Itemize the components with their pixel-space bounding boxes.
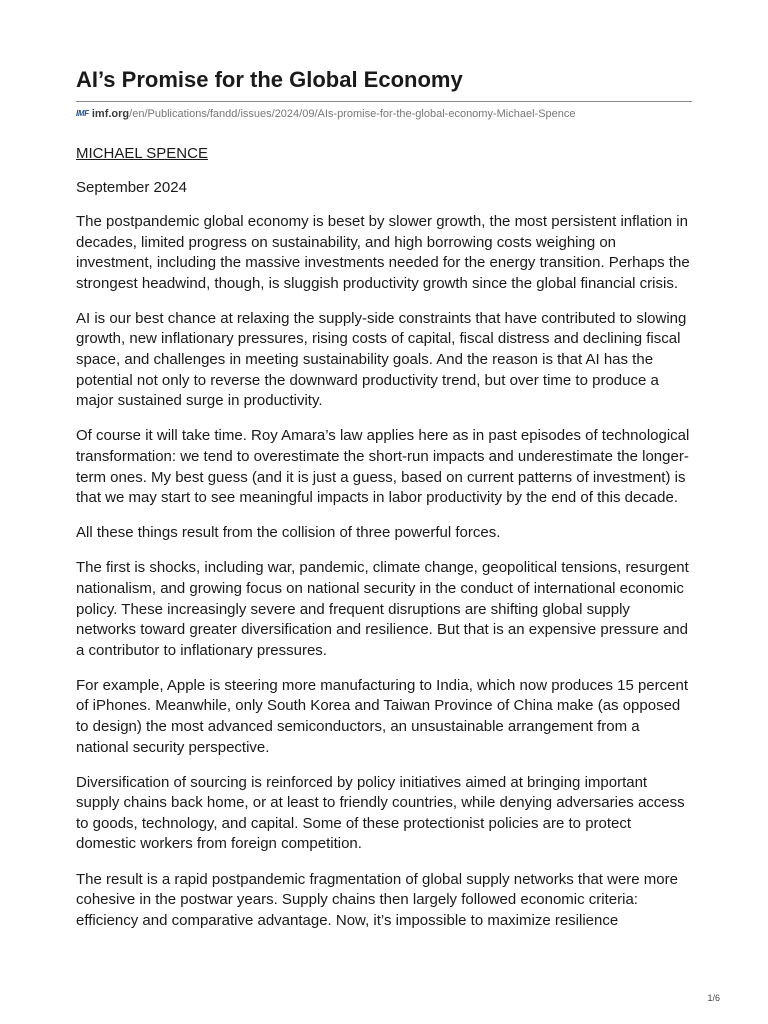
paragraph: Diversification of sourcing is reinforced by policy initiatives aimed at bringing important supply chains back home, or at least to friendly countries, while denying adversaries access to goods, technology, and capital. Some of these protectionist policies are to protect domestic workers from foreign competition. — [76, 773, 685, 853]
paragraph: The postpandemic global economy is beset by slower growth, the most persistent inflation in decades, limited progress on sustainability, and high borrowing costs weighing on investment, including the massive investments needed for the energy transition. Perhaps the strongest headwind, though, is sluggish productivity growth since the global financial crisis. — [76, 213, 690, 292]
source-url[interactable] — [76, 107, 576, 121]
paragraph: For example, Apple is steering more manufacturing to India, which now produces 15 percent of iPhones. Meanwhile, only South Korea and Taiwan Province of China make (as opposed to design) the most advanced semiconductors, an unsustainable arrangement from a national security perspective. — [76, 676, 688, 756]
imf-logo-icon: IMF — [76, 109, 89, 118]
paragraph: The result is a rapid postpandemic fragmentation of global supply networks that were more cohesive in the postwar years. Supply chains then largely followed economic criteria: efficiency and comparative advantage. Now, it’s impossible to maximize resilience — [76, 870, 678, 929]
paragraph: The first is shocks, including war, pandemic, climate change, geopolitical tensions, resurgent nationalism, and growing focus on national security in the conduct of international economic policy. These increasingly severe and frequent disruptions are shifting global supply networks toward greater diversification and resilience. But that is an expensive pressure and a contributor to inflationary pressures. — [76, 559, 689, 659]
page-number: 1/6 — [707, 993, 720, 1003]
article-title: AI’s Promise for the Global Economy — [76, 67, 463, 92]
title-divider — [76, 101, 692, 102]
paragraph: All these things result from the collision of three powerful forces. — [76, 524, 501, 542]
author-link[interactable]: MICHAEL SPENCE — [76, 145, 208, 162]
paragraph: Of course it will take time. Roy Amara’s law applies here as in past episodes of technological transformation: we tend to overestimate the short-run impacts and underestimate the longer-term ones. My best guess (and it is just a guess, based on current patterns of investment) is that we may start to see meaningful impacts in labor productivity by the end of this decade. — [76, 427, 690, 507]
source-domain[interactable]: imf.org — [91, 108, 130, 120]
paragraph: AI is our best chance at relaxing the supply-side constraints that have contributed to slowing growth, new inflationary pressures, rising costs of capital, fiscal distress and declining fiscal space, and challenges in meeting sustainability goals. And the reason is that AI has the potential not only to reverse the downward productivity trend, but over time to produce a major sustained surge in productivity. — [76, 309, 687, 410]
source-path[interactable]: /en/Publications/fandd/issues/2024/09/AIs-promise-for-the-global-economy-Michael-Spence — [129, 108, 576, 120]
publication-date: September 2024 — [76, 179, 187, 196]
article-body — [76, 212, 692, 946]
